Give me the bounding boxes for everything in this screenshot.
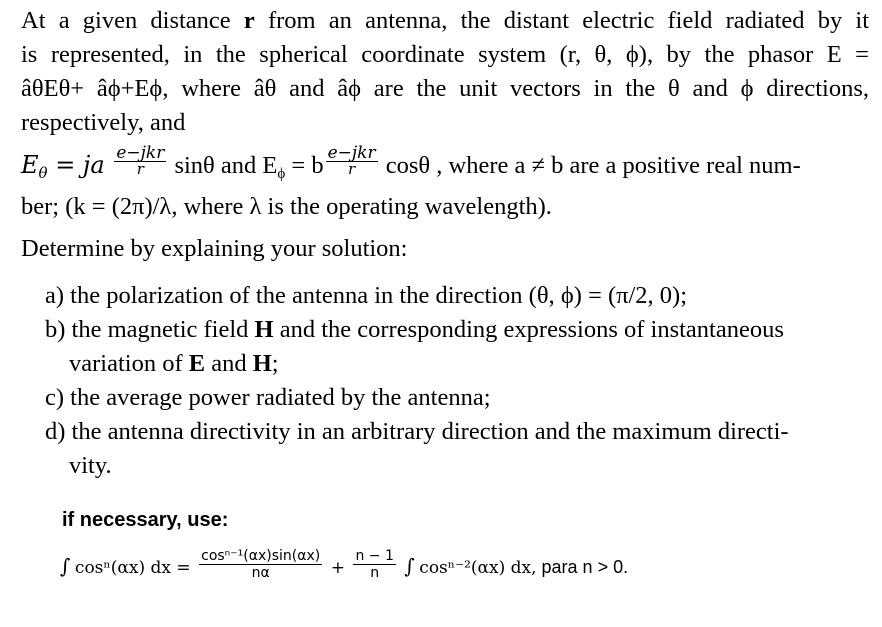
task-heading: Determine by explaining your solution: xyxy=(21,235,408,262)
cos-term: cosθ , where a ≠ b are a positive real num- xyxy=(379,152,801,179)
integral-formula xyxy=(60,548,629,585)
hint-heading: if necessary, use: xyxy=(62,509,229,531)
item-d: d) the antenna directivity in an arbitrary direction and the maximum directi- xyxy=(45,418,789,445)
e-theta-symbol: E xyxy=(21,151,39,179)
item-b-pre: b) the magnetic field xyxy=(45,316,255,343)
item-b xyxy=(45,313,784,346)
e-phi-subscript: ϕ xyxy=(277,166,286,182)
exp-fraction-1-den: r xyxy=(136,160,144,179)
item-c: c) the average power radiated by the antenna; xyxy=(45,384,491,411)
formula-fraction-2-den: n xyxy=(370,565,380,581)
item-b-continued xyxy=(69,347,279,380)
exp-fraction-2-den: r xyxy=(348,160,356,179)
intro-line-1-b: from an antenna, the distant electric field radiated by it xyxy=(254,7,870,34)
intro-line-3: âθEθ+ âϕ+Eϕ, where âθ and âϕ are the unit vectors in the θ and ϕ directions, xyxy=(21,75,869,102)
exp-fraction-2-num: e−jkr xyxy=(327,143,376,164)
item-b2-pre: variation of xyxy=(69,350,189,377)
formula-lhs: cosⁿ(αx) dx = xyxy=(74,558,191,579)
intro-line-1-r: r xyxy=(243,7,255,34)
item-b-h: H xyxy=(254,316,274,343)
item-d-continued: vity. xyxy=(69,452,112,479)
e-phi-mid: = b xyxy=(285,152,324,179)
intro-line-1 xyxy=(21,6,869,36)
exp-fraction-2 xyxy=(326,145,378,177)
item-b2-mid: and xyxy=(205,350,253,377)
formula-fraction-1 xyxy=(199,549,322,581)
field-equation-line xyxy=(21,143,869,183)
intro-line-2: is represented, in the spherical coordinate system (r, θ, ϕ), by the phasor E = xyxy=(21,41,869,68)
item-b2-post: ; xyxy=(271,350,279,377)
e-theta-subscript: θ xyxy=(38,164,48,182)
exp-fraction-1-num: e−jkr xyxy=(116,143,165,164)
item-b2-e: E xyxy=(188,350,206,377)
formula-plus: + xyxy=(330,558,345,579)
intro-line-4: respectively, and xyxy=(21,109,186,136)
e-theta-mid: = ja xyxy=(47,151,113,179)
integral-sign-1: ∫ xyxy=(60,554,71,579)
intro-line-1-a: At a given distance xyxy=(21,7,244,34)
item-b2-h: H xyxy=(252,350,272,377)
item-a: a) the polarization of the antenna in the direction (θ, ϕ) = (π/2, 0); xyxy=(45,282,688,309)
exp-fraction-1 xyxy=(114,145,166,177)
formula-tail: para n > 0. xyxy=(536,557,629,578)
sin-term: sinθ and E xyxy=(168,152,278,179)
formula-fraction-2-num: n − 1 xyxy=(355,548,394,564)
formula-rhs: cosⁿ⁻²(αx) dx, xyxy=(419,558,537,579)
item-b-post: and the corresponding expressions of instantaneous xyxy=(273,316,784,343)
formula-fraction-1-num: cosⁿ⁻¹(αx)sin(αx) xyxy=(201,548,321,564)
formula-fraction-2 xyxy=(353,549,395,581)
formula-fraction-1-den: nα xyxy=(251,565,270,581)
wavelength-line: ber; (k = (2π)/λ, where λ is the operating wavelength). xyxy=(21,193,552,220)
integral-sign-2: ∫ xyxy=(404,554,415,579)
